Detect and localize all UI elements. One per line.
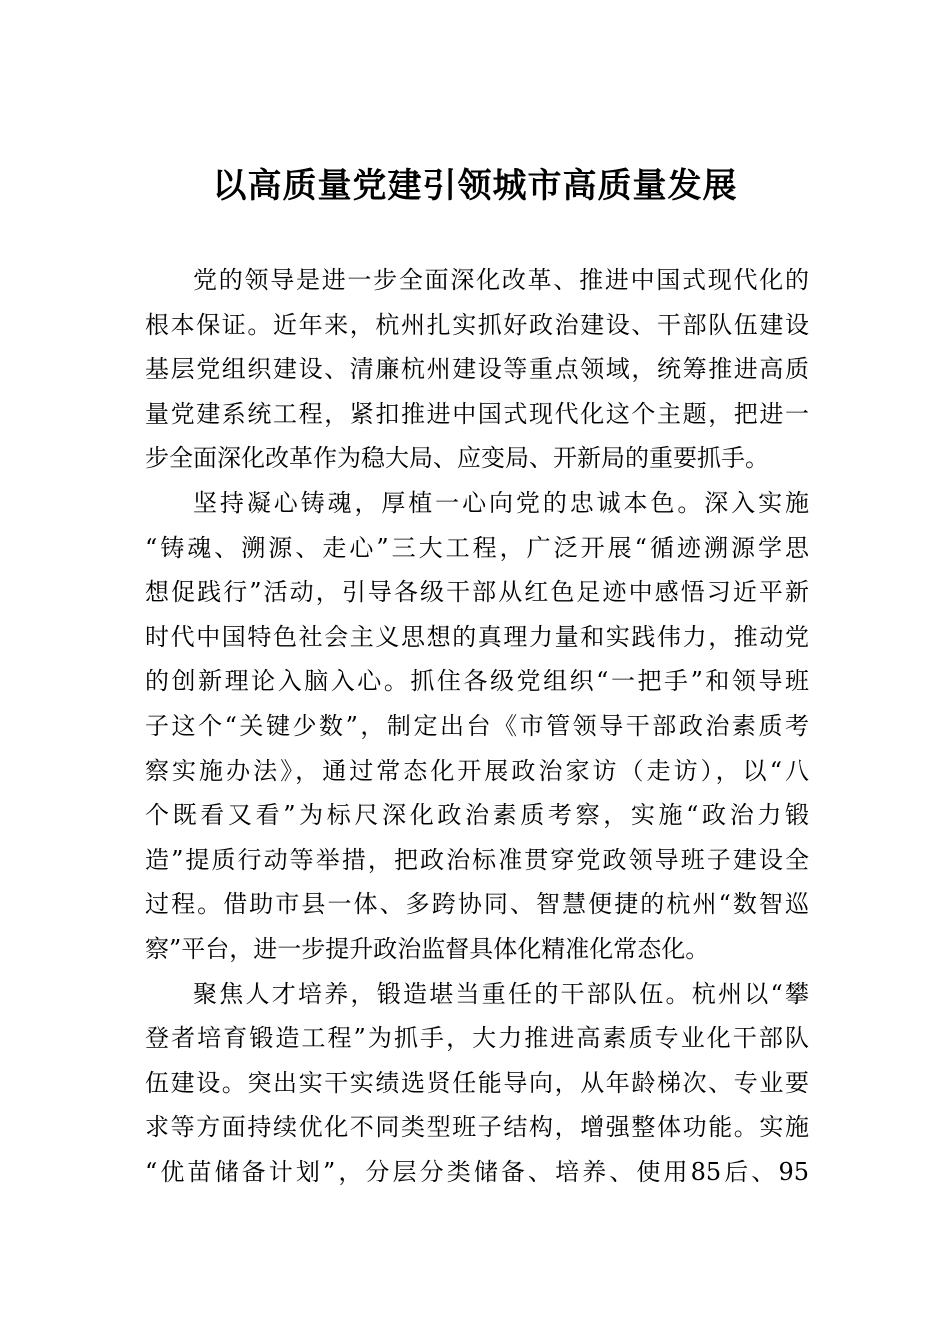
text-line: 个既看又看”为标尺深化政治素质考察，实施“政治力锻: [145, 801, 809, 830]
text-line: 子这个“关键少数”，制定出台《市管领导干部政治素质考: [145, 711, 809, 740]
text-line: 基层党组织建设、清廉杭州建设等重点领域，统筹推进高质: [145, 355, 809, 384]
text-line: 党的领导是进一步全面深化改革、推进中国式现代化的: [193, 266, 809, 294]
text-line: “优苗储备计划”，分层分类储备、培养、使用85后、95: [145, 1157, 809, 1186]
text-line: 求等方面持续优化不同类型班子结构，增强整体功能。实施: [145, 1113, 809, 1142]
text-line: 察实施办法》，通过常态化开展政治家访（走访），以“八: [145, 756, 809, 785]
text-line: 步全面深化改革作为稳大局、应变局、开新局的重要抓手。: [145, 444, 769, 473]
text-line: 过程。借助市县一体、多跨协同、智慧便捷的杭州“数智巡: [145, 890, 809, 919]
text-line: 量党建系统工程，紧扣推进中国式现代化这个主题，把进一: [145, 399, 809, 428]
text-line: 时代中国特色社会主义思想的真理力量和实践伟力，推动党: [145, 622, 809, 651]
text-line: “铸魂、溯源、走心”三大工程，广泛开展“循迹溯源学思: [145, 533, 809, 562]
text-line: 想促践行”活动，引导各级干部从红色足迹中感悟习近平新: [145, 578, 809, 607]
document-title: 以高质量党建引领城市高质量发展: [212, 166, 738, 206]
text-line: 造”提质行动等举措，把政治标准贯穿党政领导班子建设全: [145, 845, 809, 874]
text-line: 根本保证。近年来，杭州扎实抓好政治建设、干部队伍建设: [145, 310, 809, 339]
text-line: 伍建设。突出实干实绩选贤任能导向，从年龄梯次、专业要: [145, 1068, 809, 1097]
text-line: 察”平台，进一步提升政治监督具体化精准化常态化。: [145, 934, 710, 963]
text-line: 登者培育锻造工程”为抓手，大力推进高素质专业化干部队: [145, 1024, 809, 1053]
document-body: [145, 258, 809, 1194]
text-line: 聚焦人才培养，锻造堪当重任的干部队伍。杭州以“攀: [193, 979, 809, 1008]
text-line: 的创新理论入脑入心。抓住各级党组织“一把手”和领导班: [145, 667, 809, 696]
text-line: 坚持凝心铸魂，厚植一心向党的忠诚本色。深入实施: [193, 488, 809, 517]
